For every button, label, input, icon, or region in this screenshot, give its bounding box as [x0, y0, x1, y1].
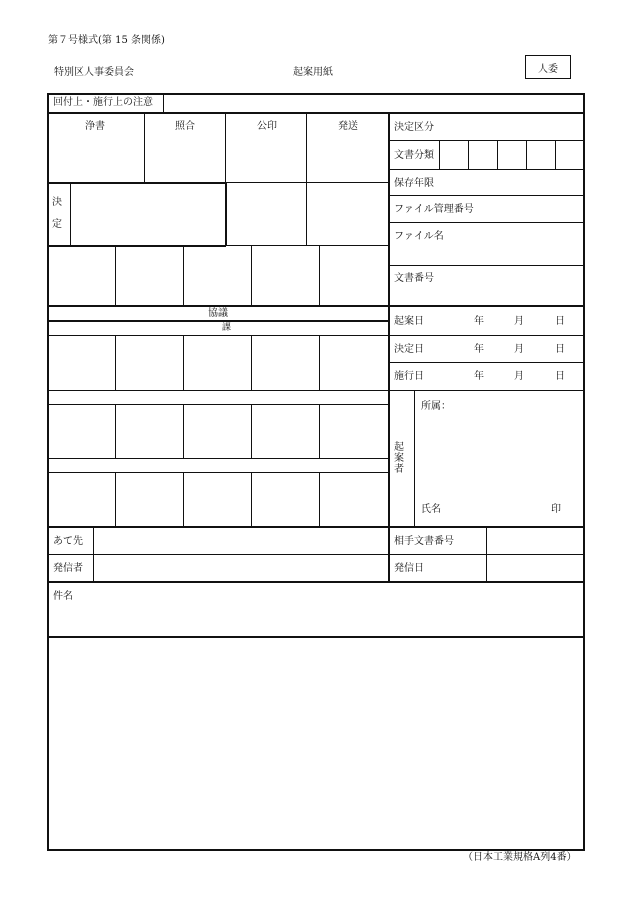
notes-label: 回付上・施行上の注意 — [53, 97, 153, 108]
stamp-box[interactable] — [525, 55, 571, 79]
decision-right-line — [225, 183, 227, 246]
row-line — [389, 390, 584, 391]
cell-divider — [319, 246, 320, 306]
recipient-label: あて先 — [53, 536, 83, 547]
cell-divider — [183, 472, 184, 526]
sender-field[interactable] — [95, 556, 386, 581]
decision-year: 年 — [474, 344, 484, 355]
column-dispatch: 発送 — [338, 121, 358, 132]
organization-name: 特別区人事委員会 — [54, 67, 134, 78]
row-line — [48, 458, 388, 459]
class-divider — [555, 140, 556, 169]
row-line — [226, 182, 388, 183]
decision-top-line — [48, 182, 226, 184]
row-line — [389, 222, 584, 223]
notes-bottom-line — [48, 112, 584, 114]
consult-top-line — [48, 305, 388, 307]
affiliation-label: 所属： — [421, 401, 451, 412]
subject-field[interactable] — [50, 606, 582, 634]
retention-period-label: 保存年限 — [394, 178, 434, 189]
decision-category-label: 決定区分 — [394, 122, 434, 133]
row-line — [48, 390, 388, 391]
drafter-label-2: 案 — [394, 453, 404, 464]
decision-day: 日 — [555, 344, 565, 355]
cell-divider — [183, 404, 184, 458]
row-line — [389, 169, 584, 170]
column-official-seal: 公印 — [257, 121, 277, 132]
document-number-label: 文書番号 — [394, 273, 434, 284]
send-date-label: 発信日 — [394, 563, 424, 574]
draft-year: 年 — [474, 316, 484, 327]
row-line — [48, 472, 388, 473]
execution-year: 年 — [474, 371, 484, 382]
row-line — [48, 404, 388, 405]
decision-date-label: 決定日 — [394, 344, 424, 355]
drafter-label-1: 起 — [394, 442, 404, 453]
decision-label-2: 定 — [52, 219, 62, 230]
name-label: 氏名 — [421, 504, 441, 515]
cell-divider — [251, 246, 252, 306]
cell-divider — [319, 336, 320, 390]
draft-date-label: 起案日 — [394, 316, 424, 327]
cell-divider — [115, 472, 116, 526]
cell-divider — [319, 404, 320, 458]
seal-label: 印 — [551, 504, 561, 515]
cell-divider — [183, 246, 184, 306]
column-verification: 照合 — [175, 121, 195, 132]
draft-day: 日 — [555, 316, 565, 327]
cell-divider — [251, 336, 252, 390]
file-management-number-label: ファイル管理番号 — [394, 204, 474, 215]
document-title: 起案用紙 — [293, 67, 333, 78]
decision-divider — [70, 183, 71, 246]
decision-month: 月 — [514, 344, 524, 355]
section-label: 課 — [222, 323, 232, 333]
body-top-line — [48, 636, 584, 638]
form-number: 第７号様式(第 15 条関係) — [48, 35, 165, 46]
paper-size-note: （日本工業規格A列4番） — [463, 852, 577, 863]
cell-divider — [115, 246, 116, 306]
column-fair-copy: 浄書 — [85, 121, 105, 132]
notes-field[interactable] — [164, 95, 583, 111]
drafter-divider — [414, 390, 415, 527]
body-text-area[interactable] — [50, 640, 582, 848]
draft-month: 月 — [514, 316, 524, 327]
counterpart-doc-number-label: 相手文書番号 — [394, 536, 454, 547]
row-line — [389, 265, 584, 266]
execution-month: 月 — [514, 371, 524, 382]
cell-divider — [115, 336, 116, 390]
row-line — [389, 195, 584, 196]
document-classification-label: 文書分類 — [394, 150, 434, 161]
row-line — [389, 305, 584, 307]
counterpart-doc-number-field[interactable] — [488, 529, 583, 553]
consult-line — [48, 320, 388, 322]
class-divider — [526, 140, 527, 169]
decision-field[interactable] — [72, 185, 224, 244]
col-divider — [306, 113, 307, 246]
cell-divider — [115, 404, 116, 458]
execution-date-label: 施行日 — [394, 371, 424, 382]
col-divider — [144, 113, 145, 183]
row-line — [389, 335, 584, 336]
subject-label: 件名 — [53, 591, 73, 602]
class-divider — [468, 140, 469, 169]
row-line — [48, 554, 584, 555]
class-divider — [497, 140, 498, 169]
decision-label-1: 決 — [52, 197, 62, 208]
subject-top-line — [48, 581, 584, 583]
section-line — [48, 335, 388, 336]
main-divider — [388, 113, 390, 527]
cell-divider — [319, 472, 320, 526]
class-divider — [439, 140, 440, 169]
cell-divider — [183, 336, 184, 390]
drafter-label-3: 者 — [394, 464, 404, 475]
send-date-field[interactable] — [488, 556, 583, 581]
sender-label: 発信者 — [53, 563, 83, 574]
cell-divider — [251, 472, 252, 526]
execution-day: 日 — [555, 371, 565, 382]
address-top-line — [48, 526, 584, 528]
consult-label: 協議 — [208, 308, 228, 319]
recipient-field[interactable] — [95, 529, 386, 553]
file-name-label: ファイル名 — [394, 231, 444, 242]
stamp-label: 人委 — [538, 63, 558, 75]
decision-bottom-line — [48, 245, 226, 247]
row-line — [389, 362, 584, 363]
cell-divider — [251, 404, 252, 458]
